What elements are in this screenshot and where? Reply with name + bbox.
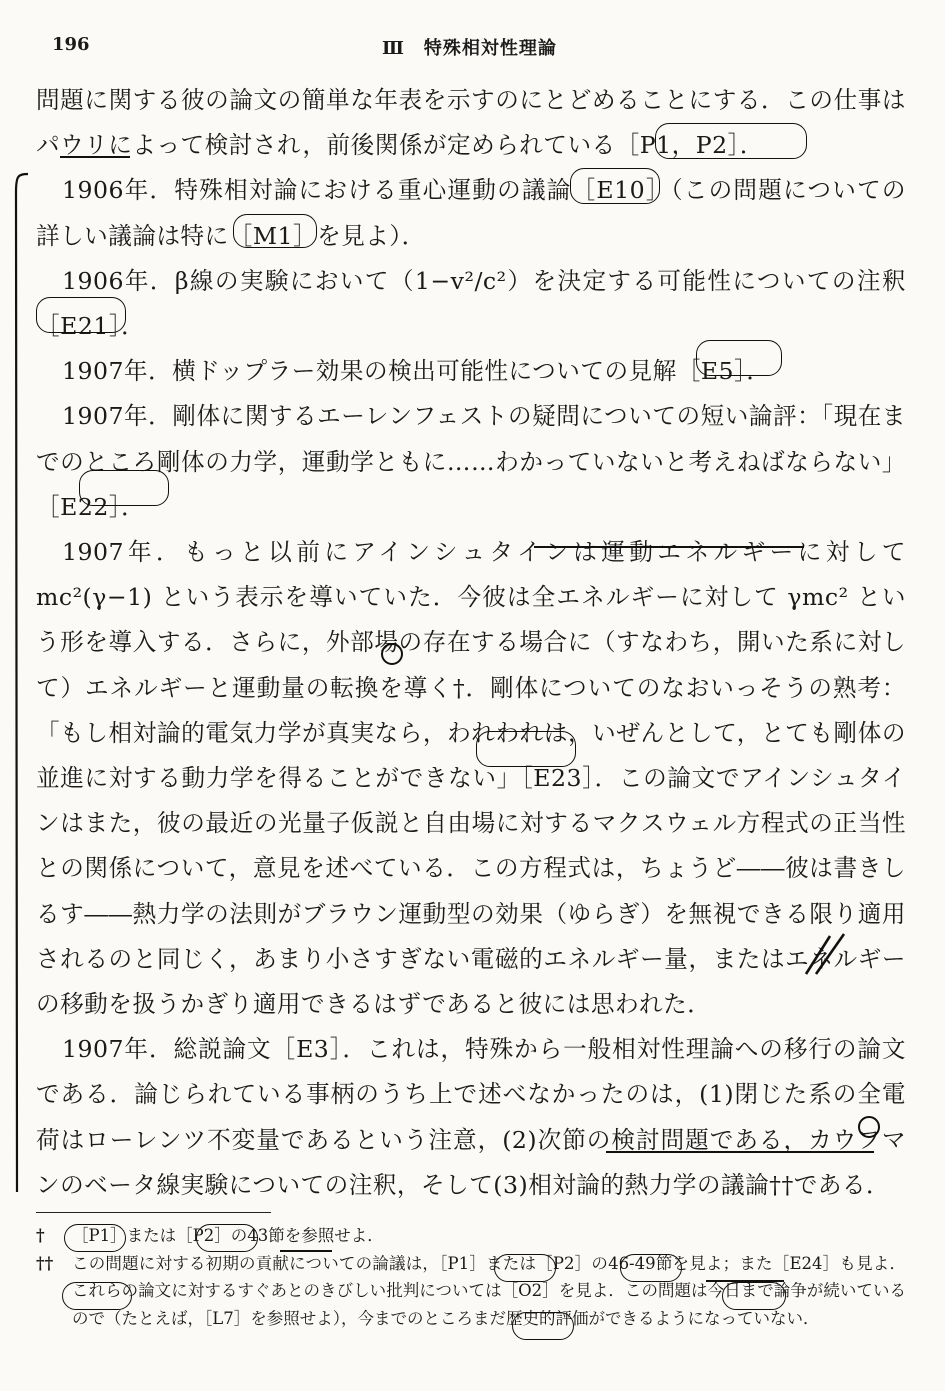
intro-paragraph: 問題に関する彼の論文の簡単な年表を示すのにとどめることにする．この仕事はパウリによって検討され，前後関係が定められている［P1，P2］． <box>36 86 906 160</box>
footnote-2 <box>36 1250 906 1333</box>
chronology-entry-1907-rigid-body: 1907年．剛体に関するエーレンフェストの疑問についての短い論評：「現在までのところ剛体の力学，運動学ともに……わかっていないと考えねばならない」［E22］． <box>36 402 906 521</box>
footnote-1 <box>36 1222 906 1250</box>
handwritten-circle-e23 <box>476 731 576 767</box>
page-number: 196 <box>52 34 90 55</box>
main-text <box>36 78 906 1208</box>
handwritten-margin-bracket <box>10 172 30 1197</box>
handwritten-circle-p1-p2 <box>655 123 807 159</box>
handwritten-circle-m1 <box>233 214 317 248</box>
handwritten-underline-thermodynamics <box>606 1151 874 1153</box>
handwritten-circled-dagger-mark <box>379 641 405 667</box>
footnote-mark: † <box>36 1226 45 1245</box>
running-head: Ⅲ 特殊相対性理論 <box>382 38 557 59</box>
footnote-mark: †† <box>36 1253 54 1273</box>
chronology-entry-1907-doppler: 1907年．横ドップラー効果の検出可能性についての見解［E5］． <box>61 357 771 386</box>
handwritten-underline-kinetic-energy <box>534 546 804 548</box>
footnote-text: この問題に対する初期の貢献についての論議は，［P1］または［P2］の46-49節を見よ；また［E24］も見よ．これらの論文に対するすぐあとのきびしい批判については［O2］を見よ．この問題は今日まで論争が続いているので（たとえば，［L7］を参照せよ），今までのところまだ歴史的評価ができるようになっていない． <box>72 1253 906 1328</box>
handwritten-underline-pauli <box>60 156 130 158</box>
chronology-entry-1906-center-of-mass: 1906年．特殊相対論における重心運動の議論［E10］（この問題についての詳しい議論は特に［M1］を見よ）． <box>36 176 906 250</box>
handwritten-circle-e21 <box>36 297 126 333</box>
footnote-separator <box>36 1212 271 1213</box>
handwritten-circle-e10 <box>570 168 660 204</box>
footnote-text: ［P1］または［P2］の43節を参照せよ． <box>72 1226 384 1245</box>
handwritten-circle-e22 <box>79 470 169 506</box>
chronology-entry-1906-beta-rays: 1906年．β線の実験において（1−v²/c²）を決定する可能性についての注釈［E21］． <box>36 266 906 341</box>
page-header <box>52 34 912 64</box>
handwritten-circled-double-dagger-mark <box>856 1114 882 1140</box>
chronology-entry-1907-review: 1907年．総説論文［E3］．これは，特殊から一般相対性理論への移行の論文である．論じられている事柄のうち上で述べなかったのは，(1)閉じた系の全電荷はローレンツ不変量であるという注意，(2)次節の検討問題である，カウフマンのベータ線実験についての注釈，そして(3)相対論的熱力学の議論††である． <box>36 1035 906 1199</box>
chronology-entry-1907-energy: 1907年．もっと以前にアインシュタインは運動エネルギーに対して mc²(γ−1) という表示を導いていた．今彼は全エネルギーに対して γmc² という形を導入する．さらに，外部場の存在する場合に（すなわち，開いた系に対して）エネルギーと運動量の転換を導く†．剛体についてのなおいっそうの熟考：「もし相対論的電気力学が真実なら，われわれは，いぜんとして，とても剛体の並進に対する動力学を得ることができない」［E23］．この論文でアインシュタインはまた，彼の最近の光量子仮説と自由場に対するマクスウェル方程式の正当性との関係について，意見を述べている．この方程式は，ちょうど――彼は書きしるす――熱力学の法則がブラウン運動型の効果（ゆらぎ）を無視できる限り適用されるのと同じく，あまり小さすぎない電磁的エネルギー量，またはエネルギーの移動を扱うかぎり適用できるはずであると彼には思われた． <box>36 538 906 1019</box>
handwritten-slash-mark <box>800 930 850 978</box>
handwritten-circle-e5 <box>696 340 782 376</box>
footnotes <box>36 1222 906 1332</box>
